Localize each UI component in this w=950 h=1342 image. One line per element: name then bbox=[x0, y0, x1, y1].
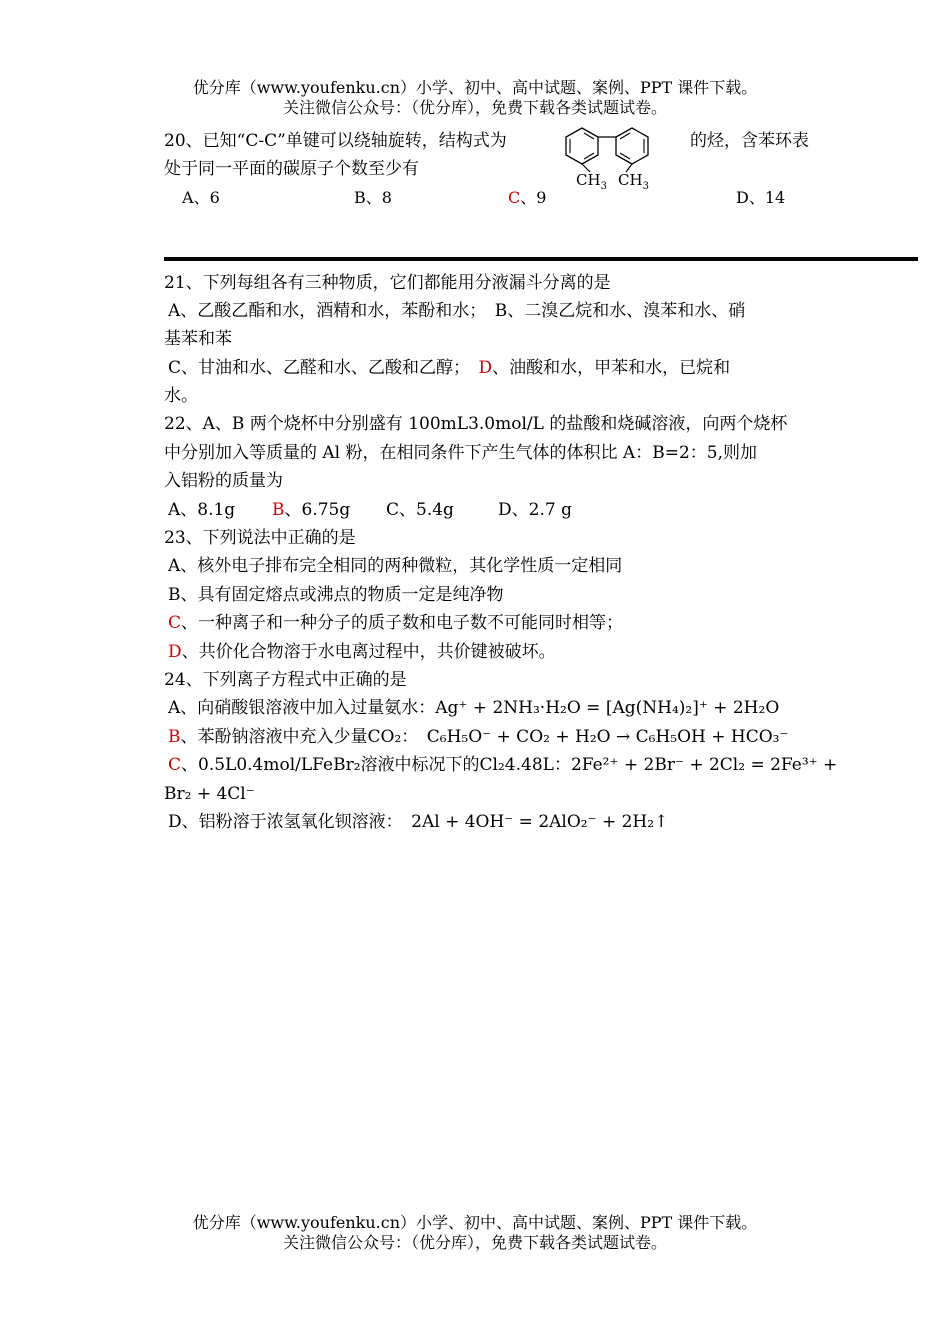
q22-option-c: C、5.4g bbox=[386, 500, 454, 520]
q22-line-2: 中分别加入等质量的 Al 粉，在相同条件下产生气体的体积比 A：B=2：5,则加 bbox=[164, 443, 757, 463]
q20-line-2: 处于同一平面的碳原子个数至少有 bbox=[164, 159, 419, 179]
q22-line-1: 22、A、B 两个烧杯中分别盛有 100mL3.0mol/L 的盐酸和烧碱溶液，向两个烧杯 bbox=[164, 414, 788, 434]
ch3-label-2: $CH_3$ bbox=[618, 171, 649, 192]
header-line-2: 关注微信公众号：（优分库），免费下载各类试题试卷。 bbox=[282, 98, 667, 117]
q23-option-c: C、一种离子和一种分子的质子数和电子数不可能同时相等； bbox=[168, 613, 624, 633]
q22-option-b: B、6.75g bbox=[272, 500, 351, 520]
section-divider bbox=[164, 257, 918, 261]
q23-option-a: A、核外电子排布完全相同的两种微粒，其化学性质一定相同 bbox=[168, 556, 623, 576]
q24-option-b: B、苯酚钠溶液中充入少量CO₂： C₆H₅O⁻ + CO₂ + H₂O → C₆H₅OH + HCO₃⁻ bbox=[168, 727, 789, 747]
q21-line-4: C、甘油和水、乙醛和水、乙酸和乙醇； D、油酸和水，甲苯和水，已烷和 bbox=[168, 358, 731, 378]
q24-option-c-line-2: Br₂ + 4Cl⁻ bbox=[164, 784, 255, 804]
q20-option-b: B、8 bbox=[354, 188, 392, 207]
q22-option-a: A、8.1g bbox=[168, 500, 236, 520]
q24-option-a: A、向硝酸银溶液中加入过量氨水：Ag⁺ + 2NH₃·H₂O = [Ag(NH₄)₂]⁺ + 2H₂O bbox=[168, 698, 780, 718]
q23-option-d: D、共价化合物溶于水电离过程中，共价键被破坏。 bbox=[168, 642, 556, 662]
q23-option-b: B、具有固定熔点或沸点的物质一定是纯净物 bbox=[168, 585, 504, 605]
q21-line-2: A、乙酸乙酯和水，酒精和水，苯酚和水； B、二溴乙烷和水、溴苯和水、硝 bbox=[168, 301, 746, 321]
ch3-label-1: $CH_3$ bbox=[576, 171, 607, 192]
q20-line-1a: 20、已知“C-C”单键可以绕轴旋转，结构式为 bbox=[164, 131, 507, 151]
q24-option-d: D、铝粉溶于浓氢氧化钡溶液： 2Al + 4OH⁻ = 2AlO₂⁻ + 2H₂↑ bbox=[168, 812, 669, 832]
q24-option-c: C、0.5L0.4mol/LFeBr₂溶液中标况下的Cl₂4.48L：2Fe²⁺ + 2Br⁻ + 2Cl₂ = 2Fe³⁺ + bbox=[168, 755, 838, 775]
footer-line-1: 优分库（www.youfenku.cn）小学、初中、高中试题、案例、PPT 课件下载。 bbox=[192, 1213, 758, 1232]
footer-line-2: 关注微信公众号：（优分库），免费下载各类试题试卷。 bbox=[282, 1233, 667, 1252]
q24-stem: 24、下列离子方程式中正确的是 bbox=[164, 670, 407, 690]
q21-stem: 21、下列每组各有三种物质，它们都能用分液漏斗分离的是 bbox=[164, 273, 611, 293]
q20-line-1b: 的烃，含苯环表 bbox=[690, 131, 809, 151]
q21-line-5: 水。 bbox=[164, 386, 198, 406]
header-line-1: 优分库（www.youfenku.cn）小学、初中、高中试题、案例、PPT 课件下载。 bbox=[192, 78, 758, 97]
q22-line-3: 入铝粉的质量为 bbox=[164, 471, 283, 491]
q21-line-3: 基苯和苯 bbox=[164, 329, 232, 349]
q20-option-c: C、9 bbox=[508, 188, 547, 207]
q20-option-d: D、14 bbox=[736, 188, 786, 207]
q22-option-d: D、2.7 g bbox=[498, 500, 572, 520]
q23-stem: 23、下列说法中正确的是 bbox=[164, 528, 356, 548]
q20-option-a: A、6 bbox=[182, 188, 220, 207]
